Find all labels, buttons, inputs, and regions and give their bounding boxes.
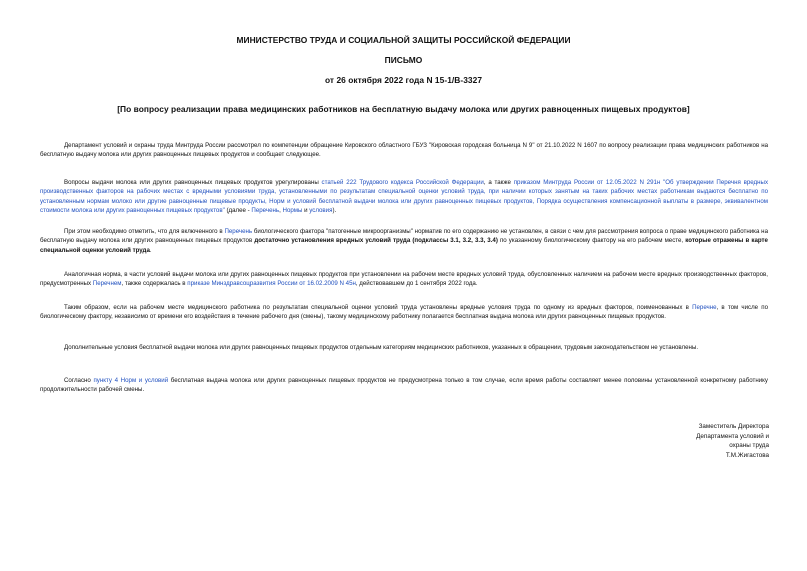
- signature-position: Заместитель Директора: [698, 423, 769, 430]
- paragraph-7: [40, 376, 768, 395]
- perechen-link[interactable]: Перечень: [251, 207, 280, 215]
- paragraph-1: [40, 141, 768, 160]
- paragraph-text: При этом необходимо отметить, что для включенного в: [64, 228, 225, 235]
- paragraph-text: (далее -: [224, 207, 252, 215]
- paragraph-text: Таким образом, если на рабочем месте медицинского работника по результатам специальной оценки условий труда установлены вредные условия труда по одному из вредных факторов, поименованных в: [64, 304, 693, 311]
- perechen-link[interactable]: Перечне: [692, 304, 717, 311]
- paragraph-text: Аналогичная норма, в части условий выдачи молока или других равноценных пищевых продуктов при установлении на рабочем месте вредных условий труда, обусловленных наличием на рабочем месте вредных производственных факторов, предусмотренных: [40, 271, 768, 288]
- labor-code-article-222-link[interactable]: статьей 222 Трудового кодекса Российской Федерации: [321, 179, 484, 186]
- signature-block: [629, 422, 769, 460]
- paragraph-text: , действовавшем до 1 сентября 2022 года.: [355, 280, 478, 288]
- paragraph-text: ).: [332, 207, 337, 215]
- paragraph-text: .: [149, 246, 152, 254]
- paragraph-text: , в том числе по биологическому фактору, независимо от времени его воздействия в течение рабочего дня (смены), такому медицинскому работнику полагается бесплатная выдача молока или других равноценных пищевых продуктов.: [40, 304, 768, 321]
- paragraph-text: , а также: [483, 179, 514, 186]
- paragraph-6: [40, 343, 768, 352]
- normy-link[interactable]: Нормы: [282, 207, 303, 215]
- paragraph-text: бесплатная выдача молока или других равноценных пищевых продуктов не предусмотрена только в том случае, если время работы составляет менее половины установленной конкретному работнику продолжительности рабочей смены.: [40, 377, 768, 394]
- paragraph-5: [40, 303, 768, 322]
- perechen-link[interactable]: Перечень: [224, 228, 253, 235]
- paragraph-text: биологического фактора "патогенные микроорганизмы" норматив по его содержанию не установлен, в связи с чем для рассмотрения вопроса о праве медицинского работника на бесплатную выдачу молока или других равноценных пищевых продуктов: [40, 228, 768, 245]
- signature-name: Т.М.Жигастова: [725, 451, 769, 459]
- paragraph-text: Дополнительные условия бесплатной выдачи молока или других равноценных пищевых продуктов отдельным категориям медицинских работников, указанных в обращении, трудовым законодательством не установлены.: [64, 344, 699, 351]
- date-number: от 26 октября 2022 года N 15-1/В-3327: [324, 75, 483, 85]
- perechen-link[interactable]: Перечнем: [92, 280, 122, 288]
- paragraph-4: [40, 270, 768, 289]
- bold-text: которые отражены в карте специальной оценки условий труда: [40, 237, 768, 254]
- usloviya-link[interactable]: условия: [309, 207, 333, 215]
- punkt-4-norm-link[interactable]: пункту 4 Норм и условий: [93, 377, 169, 384]
- paragraph-text: Вопросы выдачи молока или других равноценных пищевых продуктов урегулированы: [64, 179, 322, 186]
- paragraph-3: [40, 227, 768, 255]
- signature-department: Департамента условий и: [696, 432, 769, 440]
- paragraph-text: по указанному биологическому фактору на его рабочем месте,: [497, 237, 686, 245]
- paragraph-text: и: [302, 207, 310, 215]
- signature-department: охраны труда: [729, 442, 769, 450]
- paragraph-text: Согласно: [64, 377, 94, 384]
- order-291n-link[interactable]: приказом Минтруда России от 12.05.2022 N 291н "Об утверждении Перечня вредных производственных факторов на рабочих местах с вредными условиями труда, установленными по результатам специальной оценки условий труда, при наличии которых занятым на таких рабочих местах работникам выдаются бесплатно по установленным нормам молоко или другие равноценные пищевые продукты, Норм и условий бесплатной выдачи молока или других равноценных пищевых продуктов, Порядка осуществления компенсационной выплаты в размере, эквивалентном стоимости молока или других равноценных пищевых продуктов": [40, 179, 769, 215]
- letter-subject: [По вопросу реализации права медицинских работников на бесплатную выдачу молока или других равноценных пищевых продуктов]: [117, 104, 690, 114]
- order-45n-link[interactable]: приказе Минздравсоцразвития России от 16.02.2009 N 45н: [187, 280, 356, 288]
- paragraph-text: ,: [279, 207, 283, 215]
- ministry-title: МИНИСТЕРСТВО ТРУДА И СОЦИАЛЬНОЙ ЗАЩИТЫ РОССИЙСКОЙ ФЕДЕРАЦИИ: [236, 35, 571, 45]
- paragraph-2: [40, 178, 768, 216]
- document-type: ПИСЬМО: [384, 55, 423, 65]
- paragraph-text: , также содержалась в: [121, 280, 188, 288]
- paragraph-text: Департамент условий и охраны труда Минтруда России рассмотрел по компетенции обращение Кировского областного ГБУЗ "Кировская городская больница N 9" от 21.10.2022 N 1607 по вопросу реализации права медицинских работников на бесплатную выдачу молока или других равноценных пищевых продуктов и сообщает следующее.: [40, 142, 768, 159]
- bold-text: достаточно установления вредных условий труда (подклассы 3.1, 3.2, 3.3, 3.4): [254, 237, 498, 245]
